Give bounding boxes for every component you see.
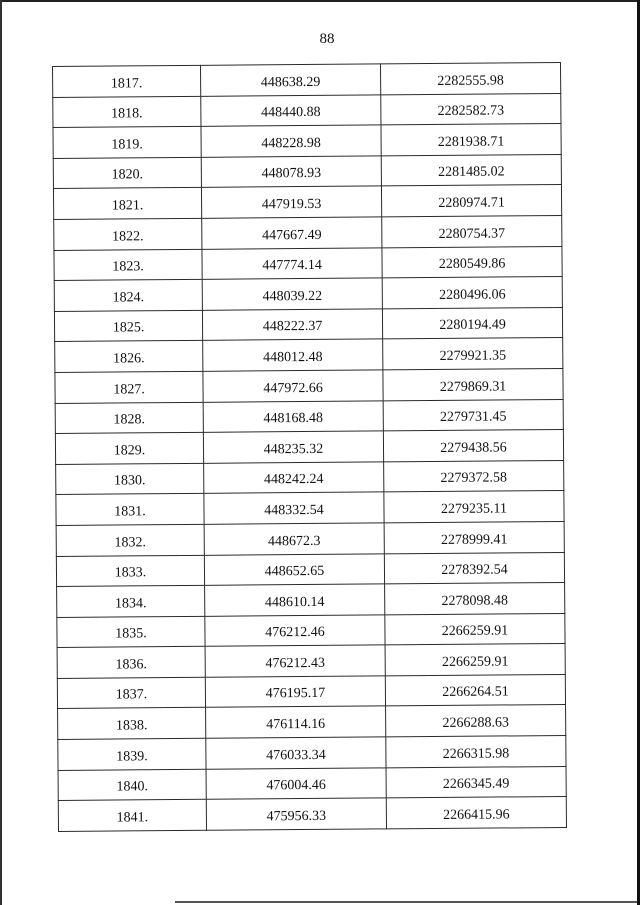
x-coordinate-cell: 448652.65 — [204, 553, 384, 585]
x-coordinate-cell: 448228.98 — [201, 125, 381, 157]
point-number-cell: 1820. — [53, 157, 201, 189]
y-coordinate-cell: 2279438.56 — [383, 430, 563, 462]
y-coordinate-cell: 2279731.45 — [383, 399, 563, 431]
x-coordinate-cell: 448332.54 — [204, 492, 384, 524]
table-row — [58, 797, 566, 832]
point-number-cell: 1831. — [56, 494, 204, 526]
x-coordinate-cell: 447774.14 — [202, 247, 382, 279]
point-number-cell: 1834. — [57, 585, 205, 617]
table-row — [57, 644, 565, 679]
scan-border-top — [0, 0, 640, 2]
y-coordinate-cell: 2282582.73 — [381, 93, 561, 125]
table-row — [54, 277, 562, 312]
point-number-cell: 1829. — [55, 432, 203, 464]
table-row — [58, 736, 566, 771]
y-coordinate-cell: 2266288.63 — [386, 705, 566, 737]
table-row — [55, 338, 563, 373]
x-coordinate-cell: 476212.43 — [205, 645, 385, 677]
table-row — [54, 246, 562, 281]
y-coordinate-cell: 2266315.98 — [386, 736, 566, 768]
y-coordinate-cell: 2282555.98 — [380, 63, 560, 95]
table-row — [54, 307, 562, 342]
x-coordinate-cell: 447972.66 — [203, 370, 383, 402]
table-row — [55, 399, 563, 434]
x-coordinate-cell: 448638.29 — [200, 64, 380, 96]
x-coordinate-cell: 476033.34 — [206, 737, 386, 769]
table-row — [53, 93, 561, 128]
table-row — [55, 368, 563, 403]
table-row — [53, 63, 561, 98]
point-number-cell: 1840. — [58, 769, 206, 801]
y-coordinate-cell: 2266264.51 — [385, 674, 565, 706]
x-coordinate-cell: 448012.48 — [203, 339, 383, 371]
table-row — [53, 124, 561, 159]
point-number-cell: 1833. — [56, 555, 204, 587]
table-row — [55, 430, 563, 465]
y-coordinate-cell: 2280549.86 — [382, 246, 562, 278]
y-coordinate-cell: 2279372.58 — [384, 460, 564, 492]
point-number-cell: 1838. — [58, 708, 206, 740]
x-coordinate-cell: 448039.22 — [202, 278, 382, 310]
table-row — [53, 185, 561, 220]
point-number-cell: 1818. — [53, 96, 201, 128]
point-number-cell: 1826. — [55, 341, 203, 373]
coordinates-table-body — [53, 63, 567, 832]
page-number: 88 — [319, 31, 335, 47]
point-number-cell: 1822. — [54, 218, 202, 250]
table-row — [58, 705, 566, 740]
y-coordinate-cell: 2266415.96 — [386, 797, 566, 829]
point-number-cell: 1824. — [54, 279, 202, 311]
x-coordinate-cell: 476212.46 — [205, 615, 385, 647]
x-coordinate-cell: 448440.88 — [201, 95, 381, 127]
table-row — [57, 583, 565, 618]
x-coordinate-cell: 447919.53 — [201, 186, 381, 218]
y-coordinate-cell: 2278098.48 — [385, 583, 565, 615]
y-coordinate-cell: 2280194.49 — [382, 307, 562, 339]
table-row — [53, 154, 561, 189]
table-row — [54, 215, 562, 250]
y-coordinate-cell: 2280974.71 — [381, 185, 561, 217]
y-coordinate-cell: 2279869.31 — [383, 368, 563, 400]
x-coordinate-cell: 448168.48 — [203, 400, 383, 432]
y-coordinate-cell: 2266259.91 — [385, 644, 565, 676]
y-coordinate-cell: 2280496.06 — [382, 277, 562, 309]
x-coordinate-cell: 448610.14 — [205, 584, 385, 616]
point-number-cell: 1817. — [53, 65, 201, 97]
table-row — [57, 613, 565, 648]
point-number-cell: 1828. — [55, 402, 203, 434]
table-row — [58, 766, 566, 801]
table-row — [56, 521, 564, 556]
point-number-cell: 1827. — [55, 371, 203, 403]
x-coordinate-cell: 448078.93 — [201, 156, 381, 188]
x-coordinate-cell: 448242.24 — [204, 462, 384, 494]
scan-border-bottom — [175, 901, 637, 903]
point-number-cell: 1835. — [57, 616, 205, 648]
point-number-cell: 1839. — [58, 738, 206, 770]
y-coordinate-cell: 2266345.49 — [386, 766, 566, 798]
scan-border-left — [0, 0, 2, 905]
x-coordinate-cell: 475956.33 — [206, 798, 386, 830]
y-coordinate-cell: 2281485.02 — [381, 154, 561, 186]
table-row — [56, 460, 564, 495]
point-number-cell: 1819. — [53, 127, 201, 159]
point-number-cell: 1832. — [56, 524, 204, 556]
y-coordinate-cell: 2278392.54 — [384, 552, 564, 584]
y-coordinate-cell: 2280754.37 — [382, 215, 562, 247]
coordinates-table — [52, 62, 567, 832]
y-coordinate-cell: 2279921.35 — [383, 338, 563, 370]
point-number-cell: 1836. — [57, 647, 205, 679]
x-coordinate-cell: 476004.46 — [206, 768, 386, 800]
x-coordinate-cell: 448672.3 — [204, 523, 384, 555]
x-coordinate-cell: 476195.17 — [205, 676, 385, 708]
x-coordinate-cell: 447667.49 — [202, 217, 382, 249]
y-coordinate-cell: 2279235.11 — [384, 491, 564, 523]
point-number-cell: 1841. — [58, 800, 206, 832]
point-number-cell: 1830. — [56, 463, 204, 495]
x-coordinate-cell: 476114.16 — [206, 706, 386, 738]
x-coordinate-cell: 448235.32 — [203, 431, 383, 463]
point-number-cell: 1825. — [54, 310, 202, 342]
y-coordinate-cell: 2278999.41 — [384, 521, 564, 553]
point-number-cell: 1821. — [53, 188, 201, 220]
y-coordinate-cell: 2281938.71 — [381, 124, 561, 156]
table-row — [56, 491, 564, 526]
table-row — [57, 674, 565, 709]
y-coordinate-cell: 2266259.91 — [385, 613, 565, 645]
x-coordinate-cell: 448222.37 — [202, 309, 382, 341]
point-number-cell: 1837. — [57, 677, 205, 709]
table-row — [56, 552, 564, 587]
point-number-cell: 1823. — [54, 249, 202, 281]
